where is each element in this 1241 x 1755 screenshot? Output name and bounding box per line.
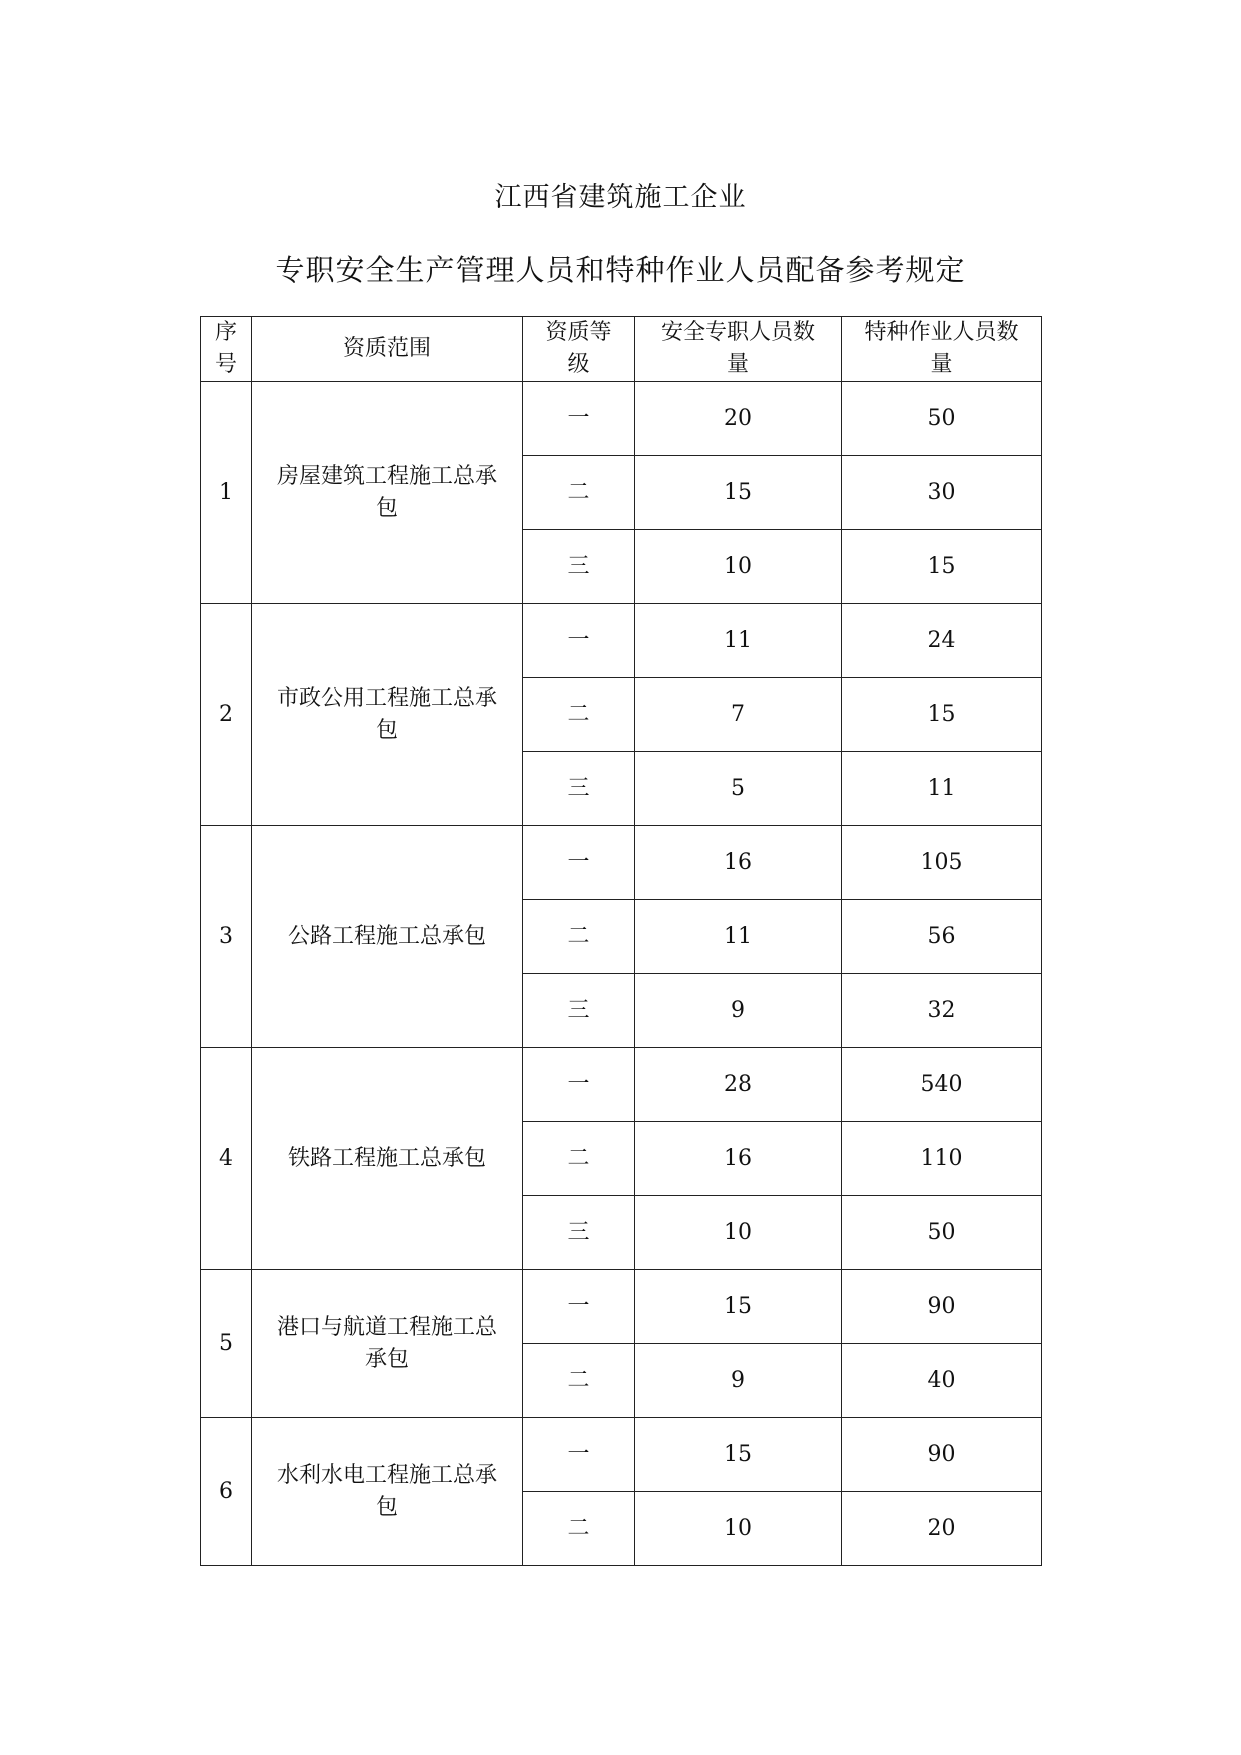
- table-row: [201, 1270, 1042, 1344]
- special-count-cell: 540: [842, 1048, 1042, 1122]
- safety-count-cell: 16: [635, 826, 842, 900]
- grade-cell: 二: [523, 900, 635, 974]
- header-special: 特种作业人员数量: [842, 317, 1042, 382]
- header-scope: 资质范围: [252, 317, 523, 382]
- grade-cell: 一: [523, 382, 635, 456]
- grade-cell: 二: [523, 678, 635, 752]
- safety-count-cell: 20: [635, 382, 842, 456]
- special-count-cell: 20: [842, 1492, 1042, 1566]
- special-count-cell: 15: [842, 678, 1042, 752]
- safety-count-cell: 11: [635, 604, 842, 678]
- header-grade: 资质等级: [523, 317, 635, 382]
- seq-cell: 5: [201, 1270, 252, 1418]
- grade-cell: 二: [523, 1122, 635, 1196]
- grade-cell: 三: [523, 752, 635, 826]
- special-count-cell: 90: [842, 1270, 1042, 1344]
- scope-cell: 市政公用工程施工总承包: [252, 604, 523, 826]
- scope-cell: 公路工程施工总承包: [252, 826, 523, 1048]
- safety-count-cell: 10: [635, 1492, 842, 1566]
- grade-cell: 三: [523, 1196, 635, 1270]
- special-count-cell: 32: [842, 974, 1042, 1048]
- safety-count-cell: 15: [635, 1270, 842, 1344]
- safety-count-cell: 15: [635, 456, 842, 530]
- document-title: 江西省建筑施工企业: [494, 182, 747, 213]
- safety-count-cell: 9: [635, 1344, 842, 1418]
- safety-count-cell: 10: [635, 530, 842, 604]
- special-count-cell: 110: [842, 1122, 1042, 1196]
- safety-count-cell: 15: [635, 1418, 842, 1492]
- safety-count-cell: 16: [635, 1122, 842, 1196]
- safety-count-cell: 11: [635, 900, 842, 974]
- seq-cell: 2: [201, 604, 252, 826]
- header-safety: 安全专职人员数量: [635, 317, 842, 382]
- special-count-cell: 40: [842, 1344, 1042, 1418]
- grade-cell: 三: [523, 974, 635, 1048]
- header-row: [201, 317, 1042, 382]
- special-count-cell: 24: [842, 604, 1042, 678]
- table-row: [201, 604, 1042, 678]
- grade-cell: 一: [523, 1418, 635, 1492]
- scope-cell: 房屋建筑工程施工总承包: [252, 382, 523, 604]
- scope-cell: 铁路工程施工总承包: [252, 1048, 523, 1270]
- safety-count-cell: 10: [635, 1196, 842, 1270]
- table-row: [201, 382, 1042, 456]
- special-count-cell: 105: [842, 826, 1042, 900]
- special-count-cell: 15: [842, 530, 1042, 604]
- table-row: [201, 826, 1042, 900]
- seq-cell: 1: [201, 382, 252, 604]
- grade-cell: 二: [523, 1492, 635, 1566]
- special-count-cell: 11: [842, 752, 1042, 826]
- safety-count-cell: 9: [635, 974, 842, 1048]
- document-subtitle: 专职安全生产管理人员和特种作业人员配备参考规定: [275, 253, 966, 287]
- scope-cell: 水利水电工程施工总承包: [252, 1418, 523, 1566]
- scope-cell: 港口与航道工程施工总承包: [252, 1270, 523, 1418]
- special-count-cell: 56: [842, 900, 1042, 974]
- seq-cell: 4: [201, 1048, 252, 1270]
- special-count-cell: 90: [842, 1418, 1042, 1492]
- seq-cell: 6: [201, 1418, 252, 1566]
- staffing-table: [200, 316, 1042, 1566]
- special-count-cell: 50: [842, 1196, 1042, 1270]
- grade-cell: 二: [523, 456, 635, 530]
- grade-cell: 一: [523, 604, 635, 678]
- grade-cell: 一: [523, 1270, 635, 1344]
- table-row: [201, 1418, 1042, 1492]
- table-body: [201, 382, 1042, 1566]
- header-seq: 序号: [201, 317, 252, 382]
- grade-cell: 三: [523, 530, 635, 604]
- special-count-cell: 50: [842, 382, 1042, 456]
- safety-count-cell: 28: [635, 1048, 842, 1122]
- grade-cell: 一: [523, 1048, 635, 1122]
- safety-count-cell: 7: [635, 678, 842, 752]
- safety-count-cell: 5: [635, 752, 842, 826]
- grade-cell: 二: [523, 1344, 635, 1418]
- table-row: [201, 1048, 1042, 1122]
- special-count-cell: 30: [842, 456, 1042, 530]
- seq-cell: 3: [201, 826, 252, 1048]
- grade-cell: 一: [523, 826, 635, 900]
